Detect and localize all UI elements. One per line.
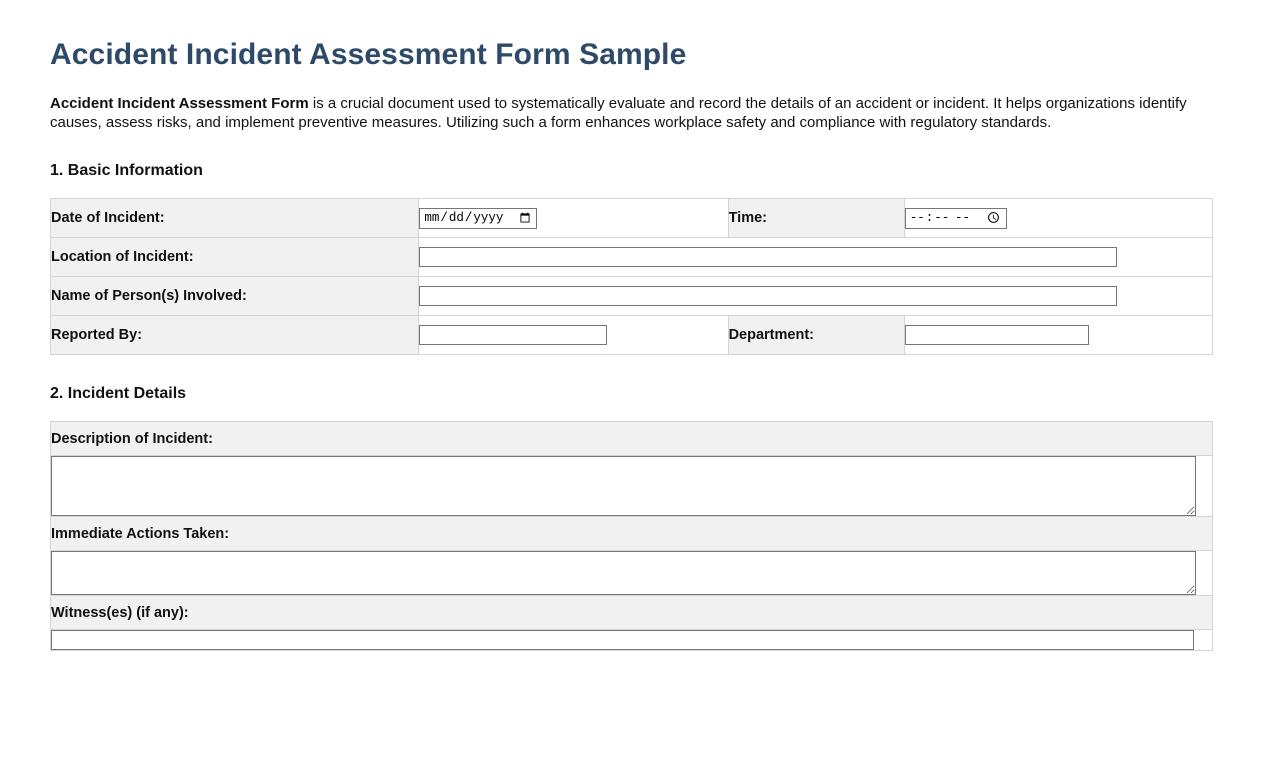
- persons-involved-input[interactable]: [419, 286, 1117, 306]
- table-row: [51, 316, 1213, 355]
- field-witnesses: [51, 630, 1213, 651]
- page-title: Accident Incident Assessment Form Sample: [50, 38, 687, 71]
- incident-details-table: [50, 421, 1213, 651]
- field-reported-by: [419, 316, 728, 355]
- table-row: [51, 517, 1213, 551]
- table-row: [51, 422, 1213, 456]
- field-time: [904, 199, 1212, 238]
- field-location-of-incident: [419, 238, 1213, 277]
- label-immediate-actions-taken: Immediate Actions Taken:: [51, 517, 1213, 551]
- table-row: [51, 238, 1213, 277]
- intro-lead: Accident Incident Assessment Form: [50, 95, 309, 112]
- time-input[interactable]: [905, 208, 1007, 229]
- label-reported-by: Reported By:: [51, 316, 419, 355]
- intro-rest: is a crucial document used to systematically evaluate and record the details of an accident or incident. It helps organizations identify causes, assess risks, and implement preventive measures. Utilizing such a form enhances workplace safety and compliance with regulatory standards.: [50, 95, 1187, 131]
- department-input[interactable]: [905, 325, 1089, 345]
- immediate-actions-taken-textarea[interactable]: [51, 551, 1196, 595]
- table-row: [51, 277, 1213, 316]
- section-title-incident-details: 2. Incident Details: [50, 385, 187, 402]
- field-department: [904, 316, 1212, 355]
- label-time: Time:: [728, 199, 904, 238]
- label-description-of-incident: Description of Incident:: [51, 422, 1213, 456]
- table-row: [51, 630, 1213, 651]
- field-persons-involved: [419, 277, 1213, 316]
- reported-by-input[interactable]: [419, 325, 607, 345]
- witnesses-input[interactable]: [51, 630, 1194, 650]
- table-row: [51, 456, 1213, 517]
- description-of-incident-textarea[interactable]: [51, 456, 1196, 516]
- location-of-incident-input[interactable]: [419, 247, 1117, 267]
- table-row: [51, 596, 1213, 630]
- label-witnesses: Witness(es) (if any):: [51, 596, 1213, 630]
- label-department: Department:: [728, 316, 904, 355]
- field-date-of-incident: [419, 199, 728, 238]
- label-persons-involved: Name of Person(s) Involved:: [51, 277, 419, 316]
- field-description-of-incident: [51, 456, 1213, 517]
- label-date-of-incident: Date of Incident:: [51, 199, 419, 238]
- date-of-incident-input[interactable]: [419, 208, 537, 229]
- section-title-basic-information: 1. Basic Information: [50, 162, 203, 179]
- field-immediate-actions-taken: [51, 551, 1213, 596]
- label-location-of-incident: Location of Incident:: [51, 238, 419, 277]
- intro-paragraph: [50, 94, 1210, 132]
- table-row: [51, 199, 1213, 238]
- basic-information-table: [50, 198, 1213, 355]
- table-row: [51, 551, 1213, 596]
